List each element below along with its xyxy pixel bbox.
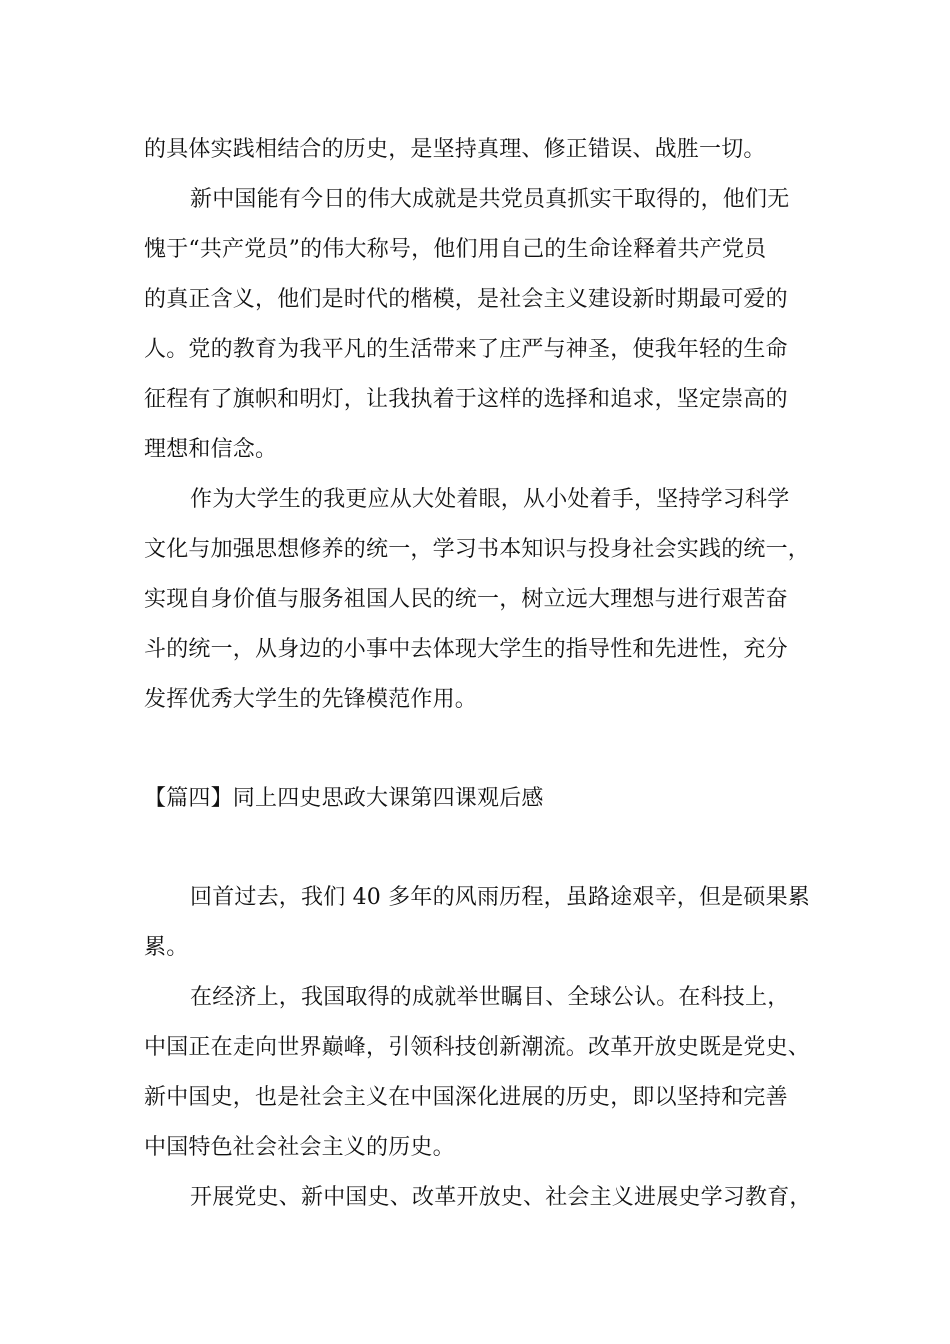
- text-line-15: 在经济上，我国取得的成就举世瞩目、全球公认。在科技上，: [190, 985, 790, 1010]
- text-line-14: 累。: [144, 935, 189, 960]
- text-line-3: 愧于“共产党员”的伟大称号，他们用自己的生命诠释着共产党员: [144, 237, 767, 262]
- text-line-5: 人。党的教育为我平凡的生活带来了庄严与神圣，使我年轻的生命: [144, 337, 788, 362]
- text-line-9: 文化与加强思想修养的统一，学习书本知识与投身社会实践的统一，: [144, 537, 811, 562]
- text-line-1: 的具体实践相结合的历史，是坚持真理、修正错误、战胜一切。: [144, 137, 766, 162]
- text-line-6: 征程有了旗帜和明灯，让我执着于这样的选择和追求，坚定崇高的: [144, 387, 788, 412]
- text-line-8: 作为大学生的我更应从大处着眼，从小处着手，坚持学习科学: [190, 487, 790, 512]
- text-line-11: 斗的统一，从身边的小事中去体现大学生的指导性和先进性，充分: [144, 637, 788, 662]
- text-line-7: 理想和信念。: [144, 437, 278, 462]
- text-line-10: 实现自身价值与服务祖国人民的统一，树立远大理想与进行艰苦奋: [144, 587, 788, 612]
- text-line-4: 的真正含义，他们是时代的楷模，是社会主义建设新时期最可爱的: [144, 287, 788, 312]
- text-line-2: 新中国能有今日的伟大成就是共党员真抓实干取得的，他们无: [190, 187, 790, 212]
- text-line-16: 中国正在走向世界巅峰，引领科技创新潮流。改革开放史既是党史、: [144, 1035, 811, 1060]
- text-line-12: 发挥优秀大学生的先锋模范作用。: [144, 687, 478, 712]
- text-line-18: 中国特色社会社会主义的历史。: [144, 1135, 455, 1160]
- text-line-19: 开展党史、新中国史、改革开放史、社会主义进展史学习教育，: [190, 1185, 812, 1210]
- text-line-13: 回首过去，我们 40 多年的风雨历程，虽路途艰辛，但是硕果累: [190, 885, 810, 910]
- text-line-17: 新中国史，也是社会主义在中国深化进展的历史，即以坚持和完善: [144, 1085, 788, 1110]
- section-heading: 【篇四】同上四史思政大课第四课观后感: [144, 786, 544, 811]
